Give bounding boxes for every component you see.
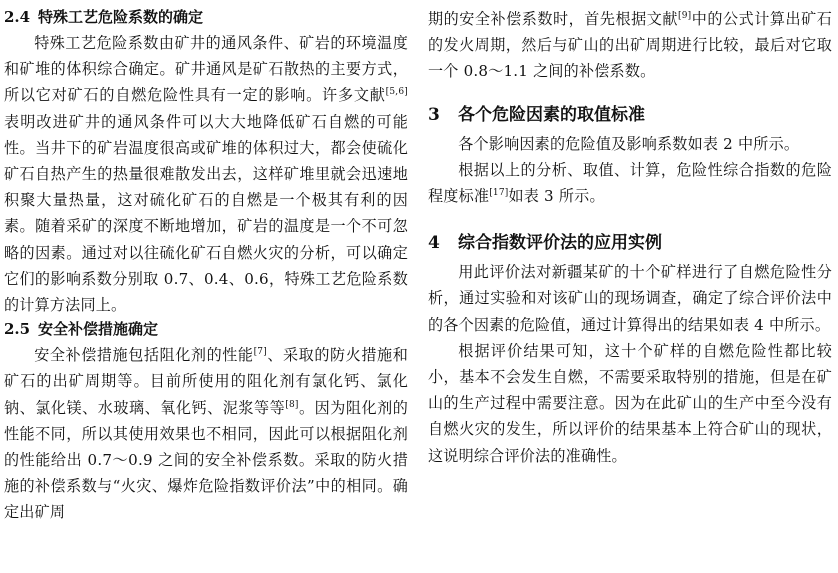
continuation-paragraph bbox=[428, 6, 832, 85]
continuation-text-b: 中的公式计算出矿石的发火周期，然后与矿山的出矿周期进行比较，最后对它取一个 0.8～1.1 之间的补偿系数。 bbox=[428, 10, 833, 81]
right-column bbox=[428, 6, 832, 469]
section-4-paragraph-2: 根据评价结果可知，这十个矿样的自燃危险性都比较小，基本不会发生自燃，不需要采取特别的措施，但是在矿山的生产过程中需要注意。因为在此矿山的生产中至今没有自燃火灾的发生，所以评价的结果基本上符合矿山的现状，这说明综合评价法的准确性。 bbox=[428, 341, 832, 465]
section-3-paragraph-2 bbox=[428, 157, 832, 209]
section-2-5-heading bbox=[4, 316, 408, 342]
citation-7: [7] bbox=[253, 347, 267, 358]
section-2-5-text-c: 。因为阻化剂的性能不同，所以其使用效果也不相同，因此可以根据阻化剂的性能给出 0.7～0.9 之间的安全补偿系数。采取的防火措施的补偿系数与“火灾、爆炸危险指数评价法”中的相同。确定出矿周 bbox=[4, 398, 409, 522]
section-2-4-title: 特殊工艺危险系数的确定 bbox=[38, 8, 204, 26]
section-2-4-paragraph bbox=[4, 30, 408, 318]
section-4-number: 4 bbox=[428, 233, 440, 254]
spacer bbox=[428, 85, 832, 99]
section-3-title: 各个危险因素的取值标准 bbox=[458, 104, 645, 125]
continuation-text-a: 期的安全补偿系数时，首先根据文献 bbox=[428, 10, 679, 28]
section-2-5-title: 安全补偿措施确定 bbox=[38, 320, 159, 339]
citation-5-6: [5,6] bbox=[385, 87, 408, 98]
section-3-heading bbox=[428, 99, 832, 131]
section-2-5-text-b: 、采取的防火措施和矿石的出矿周期等。目前所使用的阻化剂有氯化钙、氯化钠、氯化镁、水玻璃、氧化钙、泥浆等等 bbox=[4, 346, 408, 417]
section-2-4-text-a: 特殊工艺危险系数由矿井的通风条件、矿岩的环境温度和矿堆的体积综合确定。矿井通风是矿石散热的主要方式，所以它对矿石的自燃危险性具有一定的影响。许多文献 bbox=[4, 34, 408, 105]
section-4-title: 综合指数评价法的应用实例 bbox=[458, 233, 662, 254]
section-2-4-text-b: 表明改进矿井的通风条件可以大大地降低矿石自燃的可能性。当井下的矿岩温度很高或矿堆的体积过大，都会使硫化矿石自热产生的热量很难散发出去，这样矿堆里就会迅速地积聚大量热量，这对硫化矿石的自燃是一个极其有利的因素。随着采矿的深度不断地增加，矿岩的温度是一个不可忽略的因素。通过对以往硫化矿石自燃火灾的分析，可以确定它们的影响系数分别取 0.7、0.4、0.6，特殊工艺危险系数的计算方法同上。 bbox=[4, 112, 408, 315]
spacer bbox=[428, 209, 832, 227]
citation-17: [17] bbox=[489, 188, 509, 199]
left-column bbox=[4, 6, 408, 526]
section-3-text-b: 如表 3 所示。 bbox=[508, 187, 605, 206]
section-2-5-number: 2.5 bbox=[4, 320, 31, 339]
citation-8: [8] bbox=[285, 399, 299, 410]
section-2-4-heading bbox=[4, 4, 408, 30]
citation-9: [9] bbox=[678, 11, 692, 21]
section-2-5-paragraph bbox=[4, 342, 408, 525]
section-3-number: 3 bbox=[428, 104, 440, 125]
section-4-paragraph-1: 用此评价法对新疆某矿的十个矿样进行了自燃危险性分析，通过实验和对该矿山的现场调查，确定了综合评价法中的各个因素的危险值，通过计算得出的结果如表 4 中所示。 bbox=[428, 263, 832, 334]
section-3-text-a: 根据以上的分析、取值、计算，危险性综合指数的危险程度标准 bbox=[428, 160, 832, 206]
section-2-4-number: 2.4 bbox=[4, 8, 31, 26]
section-2-5-text-a: 安全补偿措施包括阻化剂的性能 bbox=[34, 346, 254, 365]
section-3-paragraph-1: 各个影响因素的危险值及影响系数如表 2 中所示。 bbox=[458, 134, 800, 153]
section-4-heading bbox=[428, 227, 832, 259]
